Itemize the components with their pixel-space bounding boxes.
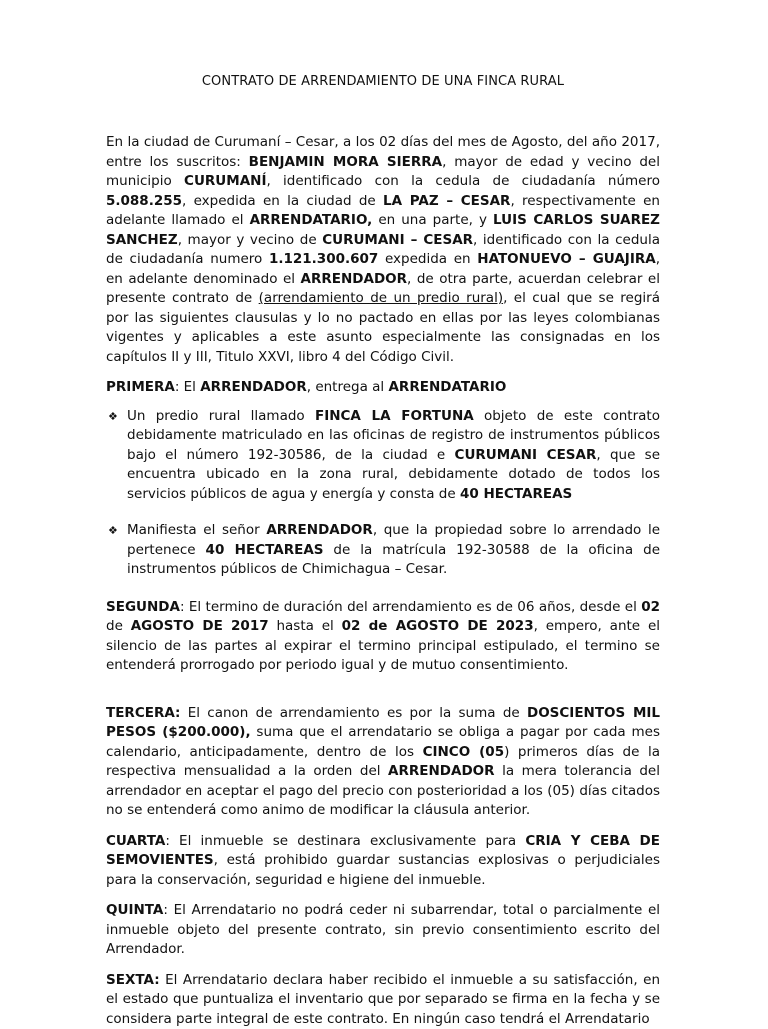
text: : El inmueble se destinara exclusivamente para <box>165 833 525 849</box>
text: expedida en <box>378 251 477 267</box>
clause-tercera <box>106 704 660 821</box>
days: CINCO (05 <box>423 744 505 760</box>
id-number: 5.088.255 <box>106 193 182 209</box>
text: en una parte, y <box>372 212 493 228</box>
clause-heading: SEGUNDA <box>106 599 180 615</box>
date: 02 de AGOSTO DE 2023 <box>342 618 534 634</box>
clause-sexta <box>106 971 660 1029</box>
text: , mayor de edad y vecino del municipio <box>106 154 660 190</box>
text: de <box>106 618 131 634</box>
text: , identificado con la cedula de ciudadanía numero <box>106 232 660 268</box>
role: ARRENDATARIO <box>388 379 506 395</box>
text: , en adelante denominado el <box>106 251 660 287</box>
clause-heading: SEXTA: <box>106 972 160 988</box>
clause-cuarta <box>106 832 660 891</box>
municipality: CURUMANÍ <box>184 173 266 189</box>
intro-paragraph <box>106 133 660 367</box>
text: : El <box>175 379 200 395</box>
text: , entrega al <box>307 379 389 395</box>
text: , mayor y vecino de <box>178 232 323 248</box>
list-item-text <box>127 521 660 580</box>
city: HATONUEVO – GUAJIRA <box>477 251 655 267</box>
role: ARRENDADOR <box>266 522 373 538</box>
area: 40 HECTAREAS <box>206 542 324 558</box>
underlined-text: (arrendamiento de un predio rural) <box>259 290 503 306</box>
clause-heading: QUINTA <box>106 902 163 918</box>
party-name: LUIS CARLOS SUAREZ SANCHEZ <box>106 212 660 248</box>
text: , de otra parte, acuerdan celebrar el presente contrato de <box>106 271 660 307</box>
text: , empero, ante el silencio de las partes al expirar el termino principal estipulado, el termino se entenderá prorrogado por periodo igual y de mutuo consentimiento. <box>106 618 660 673</box>
text: : El termino de duración del arrendamiento es de 06 años, desde el <box>180 599 641 615</box>
clause-quinta <box>106 901 660 960</box>
text: , respectivamente en adelante llamado el <box>106 193 660 229</box>
text: El Arrendatario declara haber recibido el inmueble a su satisfacción, en el estado que puntualiza el inventario que por separado se firma en la fecha y se considera parte integral de este contrato. En ningún caso tendrá el Arrendatario <box>106 972 660 1027</box>
document-title: CONTRATO DE ARRENDAMIENTO DE UNA FINCA RURAL <box>106 74 660 89</box>
text: , que la propiedad sobre lo arrendado le pertenece <box>127 522 660 558</box>
text: , que se encuentra ubicado en la zona rural, debidamente dotado de todos los servicios públicos de agua y energía y consta de <box>127 447 660 502</box>
text: , expedida en la ciudad de <box>182 193 383 209</box>
purpose: CRIA Y CEBA DE SEMOVIENTES <box>106 833 660 869</box>
amount: DOSCIENTOS MIL PESOS ($200.000), <box>106 705 660 741</box>
clause-heading: PRIMERA <box>106 379 175 395</box>
text: , el cual que se regirá por las siguientes clausulas y lo no pactado en ellas por las leyes colombianas vigentes y aplicables a este asunto especialmente las consignadas en los capítulos II y III, Titulo XXVI, libro 4 del Código Civil. <box>106 290 660 365</box>
clause-primera <box>106 378 660 398</box>
property-name: FINCA LA FORTUNA <box>315 408 474 424</box>
city: CURUMANI – CESAR <box>322 232 473 248</box>
text: Manifiesta el señor <box>127 522 266 538</box>
clause-segunda <box>106 598 660 676</box>
party-name: BENJAMIN MORA SIERRA <box>249 154 442 170</box>
list-item <box>106 521 660 580</box>
list-item <box>106 407 660 505</box>
text: hasta el <box>269 618 342 634</box>
text: objeto de este contrato debidamente matriculado en las oficinas de registro de instrumentos públicos bajo el número 192-30586, de la ciudad e <box>127 408 660 463</box>
text: Un predio rural llamado <box>127 408 315 424</box>
list-item-text <box>127 407 660 505</box>
role: ARRENDADOR <box>200 379 307 395</box>
city: CURUMANI CESAR <box>455 447 597 463</box>
date: AGOSTO DE 2017 <box>131 618 269 634</box>
clause-heading: CUARTA <box>106 833 165 849</box>
diamond-bullet-icon: ❖ <box>108 407 118 427</box>
area: 40 HECTAREAS <box>460 486 572 502</box>
city: LA PAZ – CESAR <box>383 193 510 209</box>
text: El canon de arrendamiento es por la suma de <box>180 705 527 721</box>
role: ARRENDADOR <box>301 271 408 287</box>
role: ARRENDADOR <box>388 763 495 779</box>
text: suma que el arrendatario se obliga a pagar por cada mes calendario, anticipadamente, dentro de los <box>106 724 660 760</box>
bullet-list <box>106 407 660 580</box>
date: 02 <box>641 599 660 615</box>
text: En la ciudad de Curumaní – Cesar, a los 02 días del mes de Agosto, del año 2017, entre los suscritos: <box>106 134 660 170</box>
text: , está prohibido guardar sustancias explosivas o perjudiciales para la conservación, seguridad e higiene del inmueble. <box>106 852 660 888</box>
text: , identificado con la cedula de ciudadanía número <box>266 173 660 189</box>
id-number: 1.121.300.607 <box>269 251 378 267</box>
diamond-bullet-icon: ❖ <box>108 521 118 541</box>
text: ) primeros días de la respectiva mensualidad a la orden del <box>106 744 660 780</box>
text: : El Arrendatario no podrá ceder ni subarrendar, total o parcialmente el inmueble objeto del presente contrato, sin previo consentimiento escrito del Arrendador. <box>106 902 660 957</box>
clause-heading: TERCERA: <box>106 705 180 721</box>
text: la mera tolerancia del arrendador en aceptar el pago del precio con posterioridad a los (05) días citados no se entenderá como animo de modificar la cláusula anterior. <box>106 763 660 818</box>
text: de la matrícula 192-30588 de la oficina de instrumentos públicos de Chimichagua – Cesar. <box>127 542 660 578</box>
role: ARRENDATARIO, <box>250 212 373 228</box>
